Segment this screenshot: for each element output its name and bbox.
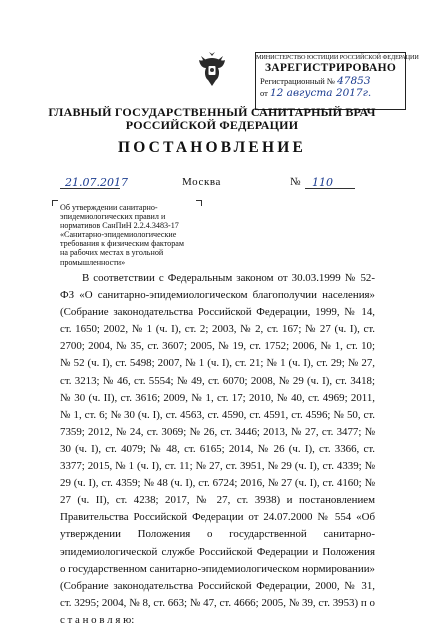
document-body [60,270,375,629]
subject-corner-right [196,200,202,206]
document-city: Москва [182,176,222,188]
stamp-reg-number-label: Регистрационный № [260,76,335,86]
stamp-reg-date-label: от [260,88,268,98]
stamp-reg-date-line [256,87,405,99]
document-number: 110 [312,176,333,189]
stamp-reg-number-value: 47853 [337,75,371,87]
subject-corner-left [52,200,58,206]
stamp-registered: ЗАРЕГИСТРИРОВАНО [264,62,397,74]
document-type: ПОСТАНОВЛЕНИЕ [117,139,307,156]
issuing-authority [0,106,424,132]
document-date: 21.07.2017 [65,176,128,189]
body-paragraph: В соответствии с Федеральным законом от 30.03.1999 № 52-ФЗ «О санитарно-эпидемиологическом благополучии населения» (Собрание законодательства Российской Федерации, 1999, № 14, ст. 1650; 2002, № 1 (ч. I), ст. 2; 2003, № 2, ст. 167; № 27 (ч. I), ст. 2700; 2004, № 35, ст. 3607; 2005, № 19, ст. 1752; 2006, № 1, ст. 10; № 52 (ч. I), ст. 5498; 2007, № 1 (ч. I), ст. 21; № 1 (ч. I), ст. 29; № 27, ст. 3213; № 46, ст. 5554; № 49, ст. 6070; 2008, № 29 (ч. I), ст. 3418; № 30 (ч. II), ст. 3616; 2009, № 1, ст. 17; 2010, № 40, ст. 4969; 2011, № 1, ст. 6; № 30 (ч. I), ст. 4563, ст. 4590, ст. 4591, ст. 4596; № 50, ст. 7359; 2012, № 24, ст. 3069; № 26, ст. 3446; 2013, № 27, ст. 3477; № 30 (ч. I), ст. 4079; № 48, ст. 6165; 2014, № 26 (ч. I), ст. 3366, ст. 3377; 2015, № 1 (ч. I), ст. 11; № 27, ст. 3951, № 29 (ч. I), ст. 4339; № 29 (ч. I), ст. 4359; № 48 (ч. I), ст. 6724; 2016, № 27 (ч. I), ст. 4160; № 27 (ч. II), ст. 4238; 2017, № 27, ст. 3938) и постановлением Правительства Российской Федерации от 24.07.2000 № 554 «Об утверждении Положения о государственной санитарно-эпидемиологической службе Российской Федерации и Положения о государственном санитарно-эпидемиологическом нормировании» (Собрание законодательства Российской Федерации, 2000, № 31, ст. 3295; 2004, № 8, ст. 663; № 47, ст. 4666; 2005, № 39, ст. 3953) п о с т а н о в л я ю: [60,272,375,626]
number-underline [305,188,355,189]
number-sign: № [290,176,301,188]
country-line: РОССИЙСКОЙ ФЕДЕРАЦИИ [125,118,299,132]
authority-line: ГЛАВНЫЙ ГОСУДАРСТВЕННЫЙ САНИТАРНЫЙ ВРАЧ [48,105,376,119]
date-underline [60,188,120,189]
stamp-ministry: МИНИСТЕРСТВО ЮСТИЦИИ РОССИЙСКОЙ ФЕДЕРАЦИИ [256,54,419,61]
document-subject: Об утверждении санитарно-эпидемиологических правил и нормативов СанПиН 2.2.4.3483-17 «Санитарно-эпидемиологические требования к физическим факторам на рабочих местах в угольной промышленности» [60,203,184,267]
stamp-reg-number-line [256,75,405,87]
registration-stamp [255,52,419,110]
stamp-reg-date-value: 12 августа 2017г. [269,87,372,99]
coat-of-arms-emblem [196,50,228,90]
